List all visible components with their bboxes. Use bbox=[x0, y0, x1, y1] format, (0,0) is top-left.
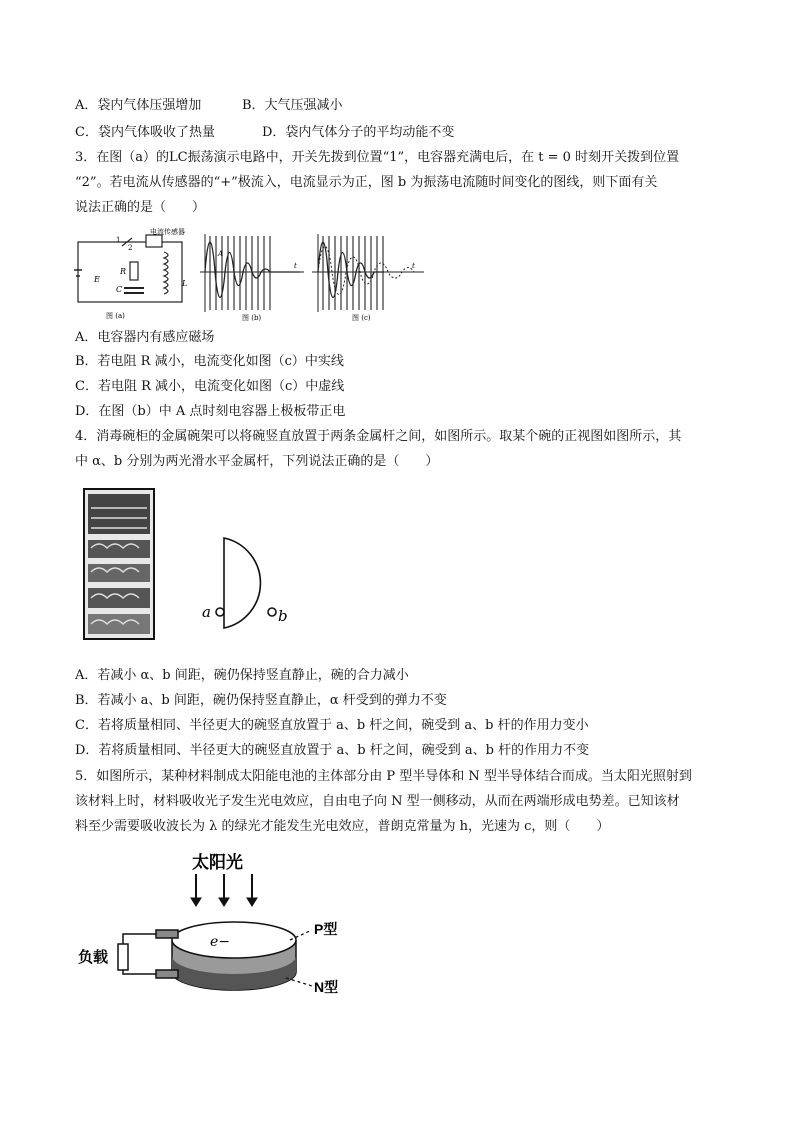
solar-disc bbox=[172, 922, 296, 990]
n-type-label: N型 bbox=[314, 979, 339, 995]
switch-1-label: 1 bbox=[116, 236, 121, 244]
graph-b-t-label: t bbox=[294, 262, 297, 270]
fig-a-label: 图 (a) bbox=[106, 312, 125, 320]
q4-stem-line-1: 4．消毒碗柜的金属碗架可以将碗竖直放置于两条金属杆之间，如图所示。取某个碗的正视图如图所示，其 bbox=[75, 429, 682, 444]
load-label: 负载 bbox=[78, 949, 109, 966]
q4-stem-line-2: 中 α、b 分别为两光滑水平金属杆，下列说法正确的是（ ） bbox=[75, 454, 439, 469]
graph-c bbox=[312, 234, 424, 312]
q3-stem-line-2: “2”。若电流从传感器的“+”极流入，电流显示为正，图 b 为振荡电流随时间变化的图线，则下面有关 bbox=[75, 175, 658, 190]
graph-c-t-label: t bbox=[412, 262, 415, 270]
q2-option-c: C．袋内气体吸收了热量 bbox=[75, 125, 215, 140]
p-type-label: P型 bbox=[314, 921, 338, 937]
rod-b-label: b bbox=[278, 607, 288, 625]
solar-cell-figure bbox=[78, 848, 368, 998]
graph-b bbox=[200, 234, 304, 312]
sunlight-arrows bbox=[191, 874, 257, 906]
q3-stem-line-1: 3．在图（a）的LC振荡演示电路中，开关先拨到位置“1”，电容器充满电后，在 t = 0 时刻开关拨到位置 bbox=[75, 150, 680, 165]
circuit-l-label: L bbox=[182, 279, 188, 288]
rod-a bbox=[216, 608, 224, 616]
q3-option-b: B．若电阻 R 减小，电流变化如图（c）中实线 bbox=[75, 354, 344, 369]
fig-c-label: 图 (c) bbox=[352, 314, 371, 322]
sensor-label: 电流传感器 bbox=[150, 228, 185, 236]
q3-option-c: C．若电阻 R 减小，电流变化如图（c）中虚线 bbox=[75, 379, 345, 394]
electron-label: e− bbox=[210, 934, 231, 950]
sunlight-label: 太阳光 bbox=[192, 853, 243, 872]
q4-option-c: C．若将质量相同、半径更大的碗竖直放置于 a、b 杆之间，碗受到 a、b 杆的作用力变小 bbox=[75, 718, 589, 733]
q4-option-b: B．若减小 a、b 间距，碗仍保持竖直静止，α 杆受到的弹力不变 bbox=[75, 693, 447, 708]
q5-stem-line-2: 该材料上时，材料吸收光子发生光电效应，自由电子向 N 型一侧移动，从而在两端形成电势差。已知该材 bbox=[75, 794, 680, 809]
rod-a-label: a bbox=[202, 603, 211, 621]
switch-2-label: 2 bbox=[128, 244, 133, 252]
circuit-r-label: R bbox=[120, 267, 127, 276]
q5-stem-line-3: 料至少需要吸收波长为 λ 的绿光才能发生光电效应，普朗克常量为 h，光速为 c，则（ ） bbox=[75, 819, 610, 834]
circuit-c-label: C bbox=[116, 285, 123, 294]
fig-b-label: 图 (b) bbox=[242, 314, 262, 322]
bowl-front-view bbox=[196, 534, 306, 632]
q3-figure bbox=[72, 226, 432, 326]
q3-option-d: D．在图（b）中 A 点时刻电容器上极板带正电 bbox=[75, 404, 346, 419]
q3-option-a: A．电容器内有感应磁场 bbox=[75, 330, 215, 345]
q2-option-d: D．袋内气体分子的平均动能不变 bbox=[262, 125, 455, 140]
load-circuit bbox=[118, 930, 178, 978]
q2-option-b: B．大气压强减小 bbox=[242, 98, 343, 113]
q4-option-a: A．若减小 α、b 间距，碗仍保持竖直静止，碗的合力减小 bbox=[75, 668, 409, 683]
q3-stem-line-3: 说法正确的是（ ） bbox=[75, 200, 206, 215]
dish-rack-photo bbox=[83, 488, 155, 640]
graph-b-point-a: A bbox=[218, 250, 224, 258]
circuit-e-label: E bbox=[94, 275, 100, 284]
q2-option-a: A．袋内气体压强增加 bbox=[75, 98, 202, 113]
q4-option-d: D．若将质量相同、半径更大的碗竖直放置于 a、b 杆之间，碗受到 a、b 杆的作用力不变 bbox=[75, 743, 590, 758]
rod-b bbox=[268, 608, 276, 616]
q5-stem-line-1: 5．如图所示，某种材料制成太阳能电池的主体部分由 P 型半导体和 N 型半导体结合而成。当太阳光照射到 bbox=[75, 769, 692, 784]
